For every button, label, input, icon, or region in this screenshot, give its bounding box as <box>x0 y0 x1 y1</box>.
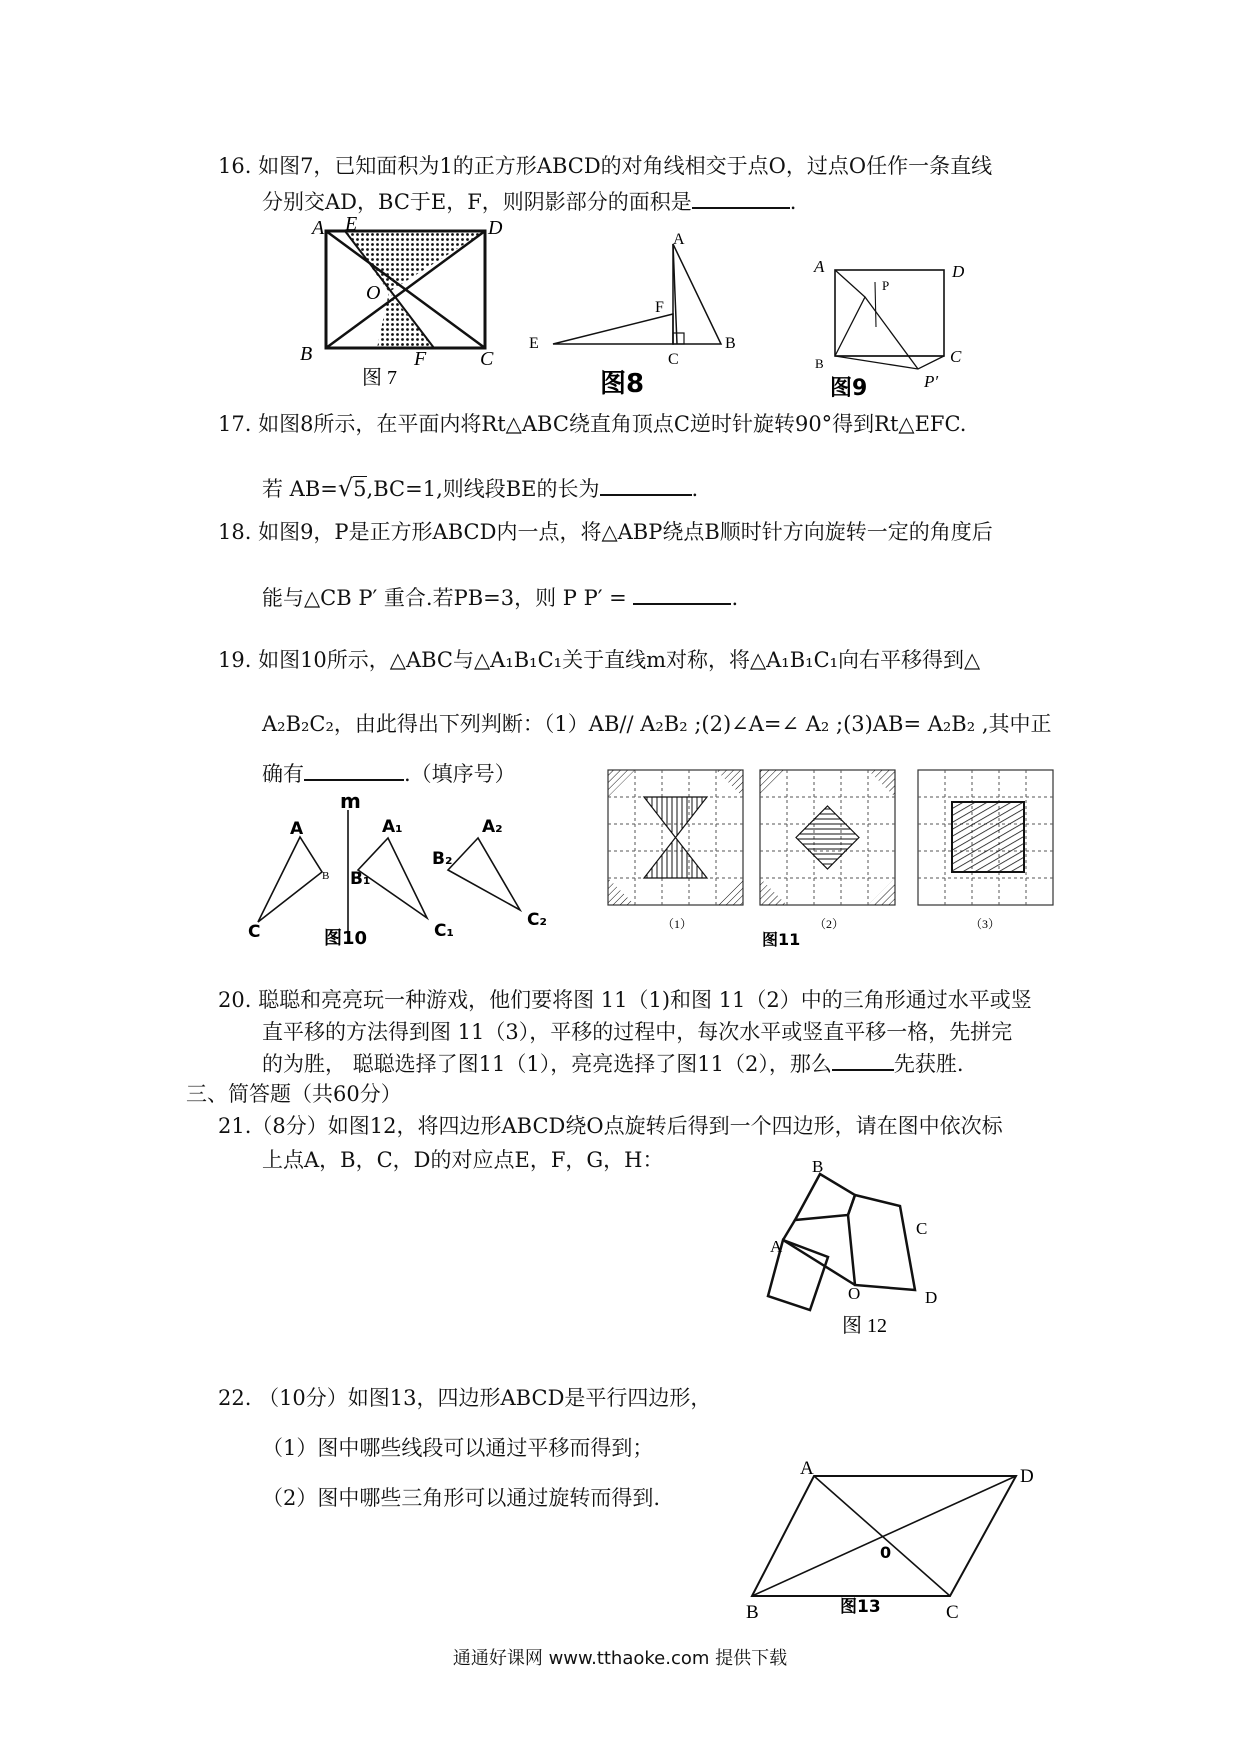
figure-8 <box>525 232 745 397</box>
fig7-label-c: C <box>480 348 494 370</box>
fig10-label-c1: C₁ <box>434 921 454 941</box>
fig9-label-b: B <box>815 356 824 371</box>
fig10-label-b2: B₂ <box>432 849 453 869</box>
answer-blank-18 <box>633 585 731 605</box>
fig12-label-d: D <box>925 1288 938 1307</box>
fig11-sub2: （2） <box>814 917 845 931</box>
q16-end: . <box>789 190 797 214</box>
q22-item1: （1）图中哪些线段可以通过平移而得到； <box>262 1436 654 1460</box>
q18-end: . <box>731 586 739 610</box>
fig8-label-f: F <box>655 299 664 316</box>
figure-13 <box>740 1450 1050 1625</box>
fig9-label-c: C <box>950 347 962 366</box>
q16-line2 <box>262 188 796 216</box>
fig13-label-b: B <box>746 1602 759 1623</box>
fig9-label-d: D <box>952 262 965 281</box>
grid-3 <box>918 770 1053 905</box>
q20-line3-a: 的为胜， 聪聪选择了图11（1），亮亮选择了图11（2），那么 <box>262 1052 832 1076</box>
q16-line2-text: 分别交AD，BC于E，F，则阴影部分的面积是 <box>262 190 692 214</box>
fig13-label-c: C <box>946 1602 959 1623</box>
q17-line2-b: ,BC=1,则线段BE的长为 <box>366 477 600 501</box>
q20-line3-b: 先获胜. <box>893 1052 964 1076</box>
fig10-label-a2: A₂ <box>482 817 503 837</box>
fig10-label-m: m <box>340 789 361 813</box>
fig10-label-c: C <box>248 922 261 942</box>
fig10-label-a1: A₁ <box>382 817 403 837</box>
q20-line2: 直平移的方法得到图 11（3），平移的过程中，每次水平或竖直平移一格，先拼完 <box>262 1020 1013 1044</box>
fig8-label-a: A <box>673 231 685 248</box>
q20-line1: 20. 聪聪和亮亮玩一种游戏，他们要将图 11（1)和图 11（2）中的三角形通过水平或竖 <box>218 988 1032 1012</box>
answer-blank-17 <box>600 476 692 496</box>
answer-blank-20 <box>832 1051 894 1071</box>
fig7-label-e: E <box>345 213 358 235</box>
q21-line2: 上点A，B，C，D的对应点E，F，G，H： <box>262 1148 664 1172</box>
fig10-label-b1: B₁ <box>350 869 371 889</box>
fig10-label-a: A <box>290 819 304 839</box>
figure-11 <box>600 762 1060 952</box>
q17-line2-a: 若 AB= <box>262 477 338 501</box>
fig10-label-b: B <box>322 870 330 882</box>
figure-9 <box>810 242 980 402</box>
grid-1 <box>608 770 743 905</box>
section-3-heading: 三、简答题（共60分） <box>186 1082 402 1106</box>
q18-line2 <box>262 584 738 612</box>
figure-7 <box>290 213 520 389</box>
fig7-label-f: F <box>414 348 427 370</box>
q22-line1: 22. （10分）如图13，四边形ABCD是平行四边形， <box>218 1386 712 1410</box>
fig10-label-c2: C₂ <box>527 910 547 930</box>
fig13-caption: 图13 <box>840 1597 881 1617</box>
fig9-label-p: P <box>882 278 890 293</box>
sqrt-value: 5 <box>353 477 367 501</box>
fig8-label-e: E <box>529 335 539 352</box>
fig8-label-c: C <box>668 351 679 368</box>
fig9-label-pprime: P′ <box>924 372 939 391</box>
fig12-label-b: B <box>812 1157 824 1176</box>
fig11-caption: 图11 <box>762 930 801 949</box>
q19-line2: A₂B₂C₂，由此得出下列判断：（1）AB// A₂B₂ ;(2)∠A=∠ A₂ ;(3)AB= A₂B₂ ,其中正 <box>262 712 1052 736</box>
figure-10 <box>240 789 560 952</box>
sqrt-sign: √ <box>337 474 354 502</box>
fig12-label-a: A <box>770 1237 783 1256</box>
fig8-label-b: B <box>725 335 736 352</box>
fig13-label-o: 0 <box>880 1543 892 1562</box>
fig11-sub1: （1） <box>662 917 693 931</box>
fig8-caption: 图8 <box>600 369 645 399</box>
fig9-caption: 图9 <box>830 376 868 401</box>
q22-item2: （2）图中哪些三角形可以通过旋转而得到. <box>262 1486 661 1510</box>
fig12-label-o: O <box>848 1284 861 1303</box>
fig10-caption: 图10 <box>324 928 368 949</box>
q19-line3-b: .（填序号） <box>404 762 516 786</box>
q18-line1: 18. 如图9，P是正方形ABCD内一点，将△ABP绕点B顺时针方向旋转一定的角度后 <box>218 520 993 544</box>
q17-end: . <box>691 477 699 501</box>
fig12-caption: 图 12 <box>842 1315 887 1337</box>
answer-blank-19 <box>304 761 404 781</box>
q19-line3-a: 确有 <box>262 762 304 786</box>
fig7-label-b: B <box>300 343 313 365</box>
fig13-label-d: D <box>1020 1466 1034 1487</box>
fig9-label-a: A <box>814 257 825 276</box>
fig11-sub3: （3） <box>970 917 1001 931</box>
q19-line1: 19. 如图10所示，△ABC与△A₁B₁C₁关于直线m对称，将△A₁B₁C₁向右平移得到△ <box>218 648 981 672</box>
fig7-label-o: O <box>366 282 381 304</box>
answer-blank-16 <box>692 189 790 209</box>
fig7-label-a: A <box>312 217 325 239</box>
q20-line3 <box>262 1050 964 1078</box>
fig13-label-a: A <box>800 1458 814 1479</box>
fig7-caption: 图 7 <box>362 367 397 389</box>
fig12-label-c: C <box>916 1219 928 1238</box>
q18-line2-a: 能与△CB P′ 重合.若PB=3，则 P P′ = <box>262 586 627 610</box>
figure-12 <box>740 1157 970 1340</box>
q17-line2 <box>262 474 698 503</box>
q21-line1: 21.（8分）如图12，将四边形ABCD绕O点旋转后得到一个四边形，请在图中依次标 <box>218 1114 1003 1138</box>
page-footer: 通通好课网 www.tthaoke.com 提供下载 <box>452 1648 788 1669</box>
q19-line3 <box>262 760 516 788</box>
q17-line1: 17. 如图8所示，在平面内将Rt△ABC绕直角顶点C逆时针旋转90°得到Rt△EFC. <box>218 412 967 436</box>
grid-2 <box>760 770 895 905</box>
q16-line1: 16. 如图7，已知面积为1的正方形ABCD的对角线相交于点O，过点O任作一条直线 <box>218 154 993 178</box>
fig7-label-d: D <box>488 217 503 239</box>
